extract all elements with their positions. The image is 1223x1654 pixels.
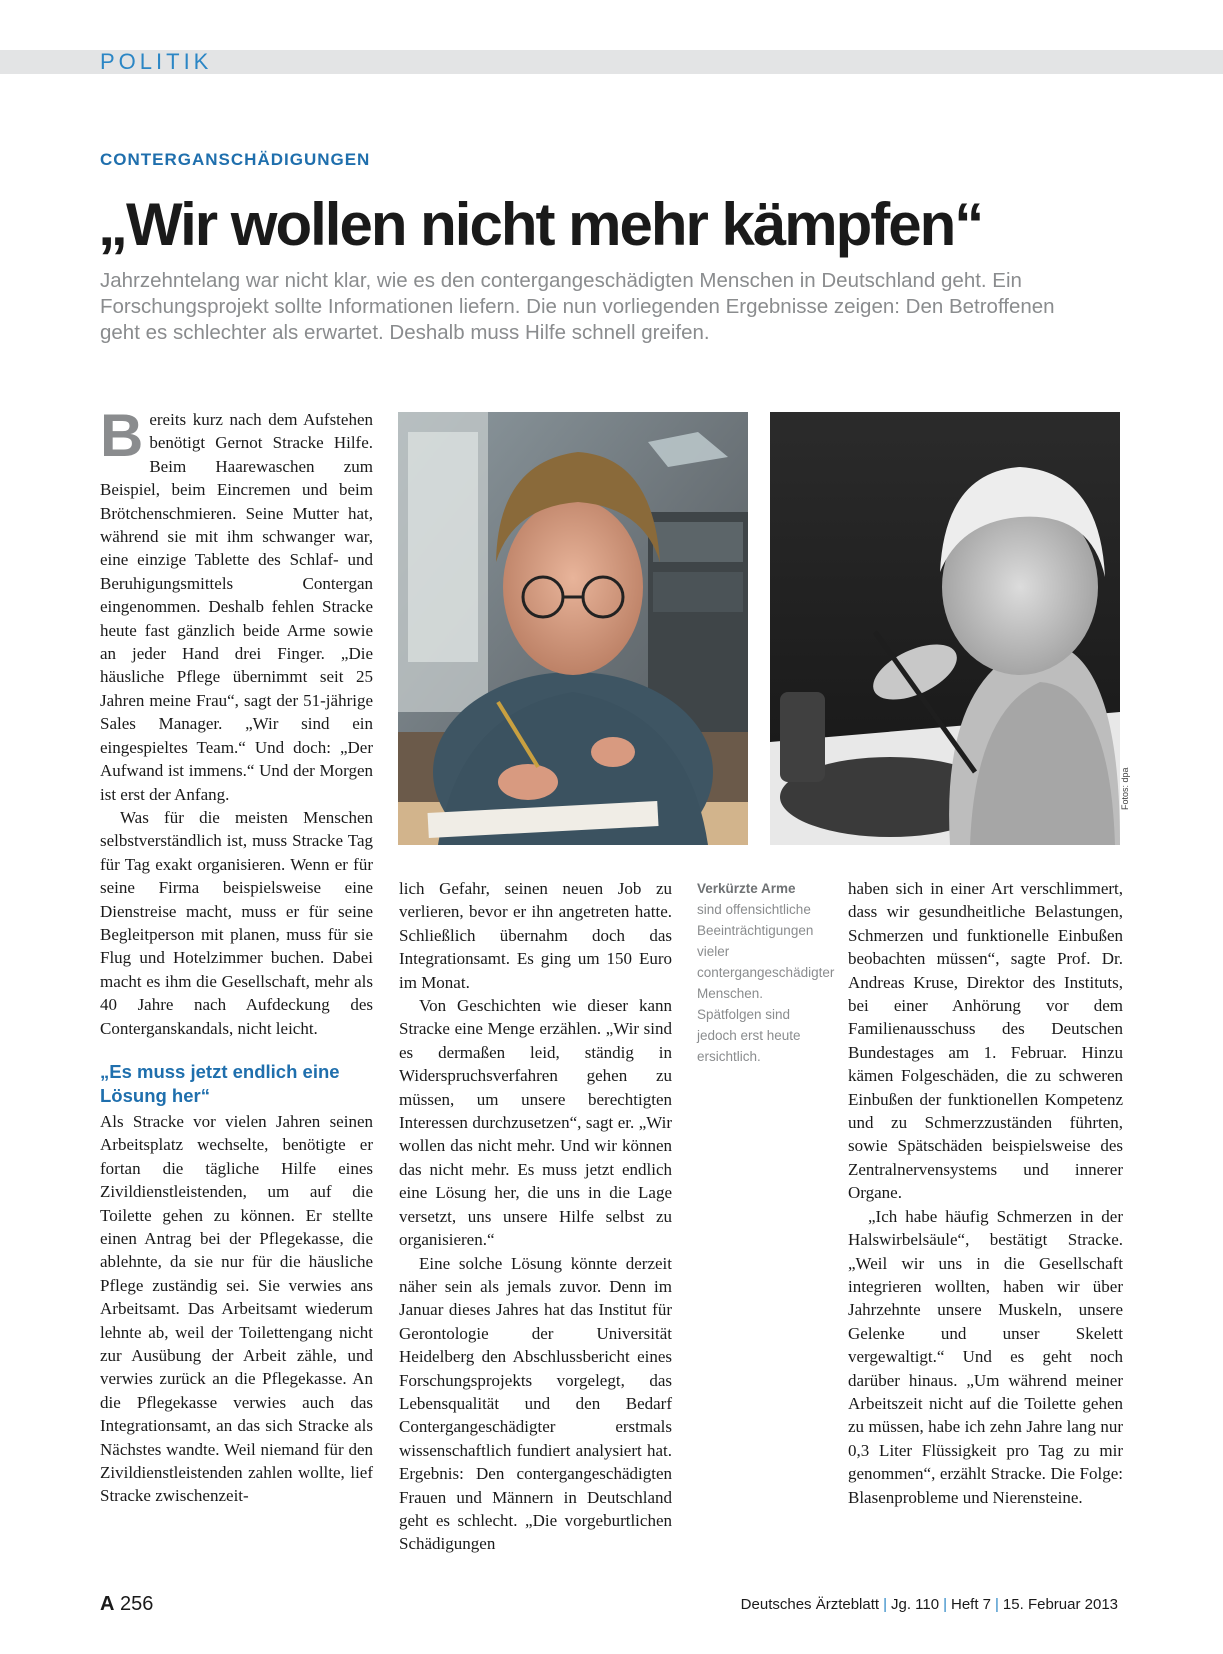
page-prefix: A: [100, 1593, 115, 1615]
photo-child-painting: [770, 412, 1120, 845]
paragraph: Von Geschichten wie dieser kann Stracke eine Menge erzählen. „Wir sind es dermaßen leid, ständig in Widerspruchsverfahren gehen zu müssen, um unsere berechtigten Interessen durchzusetzen“, sagt er. „Wir wollen das nicht mehr. Und wir können das nicht mehr. Es muss jetzt endlich eine Lösung her, die uns in die Lage versetzt, uns unsere Hilfe selbst zu organisieren.“: [399, 996, 672, 1250]
journal-date: 15. Februar 2013: [1002, 1596, 1118, 1613]
journal-info: [741, 1596, 1118, 1613]
journal-volume: Jg. 110: [890, 1596, 940, 1613]
separator: |: [943, 1596, 947, 1613]
article-column-1: [100, 402, 373, 1508]
paragraph: „Ich habe häufig Schmerzen in der Halswirbelsäule“, bestätigt Stracke. „Weil wir uns in die Gesellschaft integrieren wollten, haben wir über Jahrzehnte unsere Muskeln, unsere Gelenke und unser Skelett vergewaltigt.“ Und es geht noch darüber hinaus. „Um während meiner Arbeitszeit nicht auf die Toilette gehen zu müssen, habe ich zehn Jahre lang nur 0,3 Liter Flüssigkeit pro Tag zu mir genommen“, erzählt Stracke. Die Folge: Blasenprobleme und Nierensteine.: [848, 1206, 1123, 1507]
page-number-value: 256: [120, 1593, 154, 1615]
article-lead: Jahrzehntelang war nicht klar, wie es den contergangeschädigten Menschen in Deutschland geht. Ein Forschungsprojekt sollte Informationen liefern. Die nun vorliegenden Ergebnisse zeigen: Den Betroffenen geht es schlechter als erwartet. Deshalb muss Hilfe schnell greifen.: [100, 269, 1055, 344]
paragraph: Als Stracke vor vielen Jahren seinen Arbeitsplatz wechselte, benötigte er fortan die tägliche Hilfe eines Zivildienstleistenden, um auf die Toilette gehen zu können. Er stellte einen Antrag bei der Pflegekasse, die ablehnte, da sie nur für die häusliche Pflege zuständig sei. Sie verwies ans Arbeitsamt. Das Arbeitsamt wiederum lehnte ab, weil der Toilettengang nicht zur Ausübung der Arbeit zähle, und verwies zurück an die Pflegekasse. An die Pflegekasse verwies auch das Integrationsamt, an das sich Stracke als Nächstes wandte. Weil niemand für den Zivildienstleistenden zahlen wollte, lief Stracke zwischenzeit-: [100, 1111, 373, 1506]
photo-man-writing-image: [398, 412, 748, 845]
article-column-4: [848, 877, 1123, 1509]
paragraph: [100, 402, 373, 806]
separator: |: [883, 1596, 887, 1613]
article-column-2: [399, 877, 672, 1556]
paragraph: Eine solche Lösung könnte derzeit näher sein als jemals zuvor. Denn im Januar dieses Jahres hat das Institut für Gerontologie der Universität Heidelberg den Abschlussbericht eines Forschungsprojekts vorgelegt, das Lebensqualität und den Bedarf Contergangeschädigter erstmals wissenschaftlich fundiert analysiert hat. Ergebnis: Den contergangeschädigten Frauen und Männern in Deutschland geht es schlecht. „Die vorgeburtlichen Schädigungen: [399, 1253, 672, 1554]
article-subheading: „Es muss jetzt endlich eine Lösung her“: [100, 1060, 340, 1106]
journal-issue: Heft 7: [950, 1596, 992, 1613]
photo-child-painting-image: [770, 412, 1120, 845]
section-rubric: POLITIK: [100, 49, 213, 74]
page-number: [100, 1593, 153, 1616]
article-title: „Wir wollen nicht mehr kämpfen“: [98, 191, 983, 258]
article-kicker: CONTERGANSCHÄDIGUNGEN: [100, 150, 371, 169]
paragraph: lich Gefahr, seinen neuen Job zu verlieren, bevor er ihn angetreten hatte. Schließlich übernahm doch das Integrationsamt. Es ging um 150 Euro im Monat.: [399, 879, 672, 992]
caption-text: sind offensichtliche Beeinträchtigungen vieler contergangeschädigter Menschen. Spätfolgen sind jedoch erst heute ersichtlich.: [697, 902, 835, 1064]
separator: |: [995, 1596, 999, 1613]
paragraph: haben sich in einer Art verschlimmert, dass wir gesundheitliche Belastungen, Schmerzen und funktionelle Einbußen beobachten müssen“, sagte Prof. Dr. Andreas Kruse, Direktor des Instituts, bei einer Anhörung vor dem Familienausschuss des Deutschen Bundestages am 1. Februar. Hinzu kämen Folgeschäden, die zu schweren Einbußen der funktionellen Kompetenz und zu Schmerzzuständen führten, sowie Spätschäden beispielsweise des Zentralnervensystems und innerer Organe.: [848, 879, 1123, 1203]
paragraph-text: ereits kurz nach dem Aufstehen benötigt Gernot Stracke Hilfe. Beim Haarewaschen zum Beispiel, beim Eincremen und beim Brötchenschmieren. Seine Mutter hat, während sie mit ihm schwanger war, eine einzige Tablette des Schlaf- und Beruhigungsmittels Contergan eingenommen. Deshalb fehlen Stracke heute fast gänzlich beide Arme sowie an jeder Hand drei Finger. „Die häusliche Pflege übernimmt seit 25 Jahren meine Frau“, sagt der 51-jährige Sales Manager. „Wir sind ein eingespieltes Team.“ Und doch: „Der Aufwand ist immens.“ Und der Morgen ist erst der Anfang.: [100, 410, 373, 804]
photo-caption: [697, 878, 835, 1067]
paragraph: Was für die meisten Menschen selbstverständlich ist, muss Stracke Tag für Tag exakt organisieren. Wenn er für seine Firma beispielsweise eine Dienstreise macht, muss er für seine Begleitperson mit planen, muss für sie Flug und Hotelzimmer buchen. Dabei macht es ihm die Gesellschaft, mehr als 40 Jahre nach Aufdeckung des Conterganskandals, nicht leicht.: [100, 807, 373, 1038]
caption-title: Verkürzte Arme: [697, 881, 796, 896]
photo-credit: Fotos: dpa: [1120, 767, 1130, 810]
drop-cap: B: [100, 402, 144, 469]
photo-man-writing: [398, 412, 748, 845]
journal-name: Deutsches Ärzteblatt: [740, 1596, 880, 1613]
